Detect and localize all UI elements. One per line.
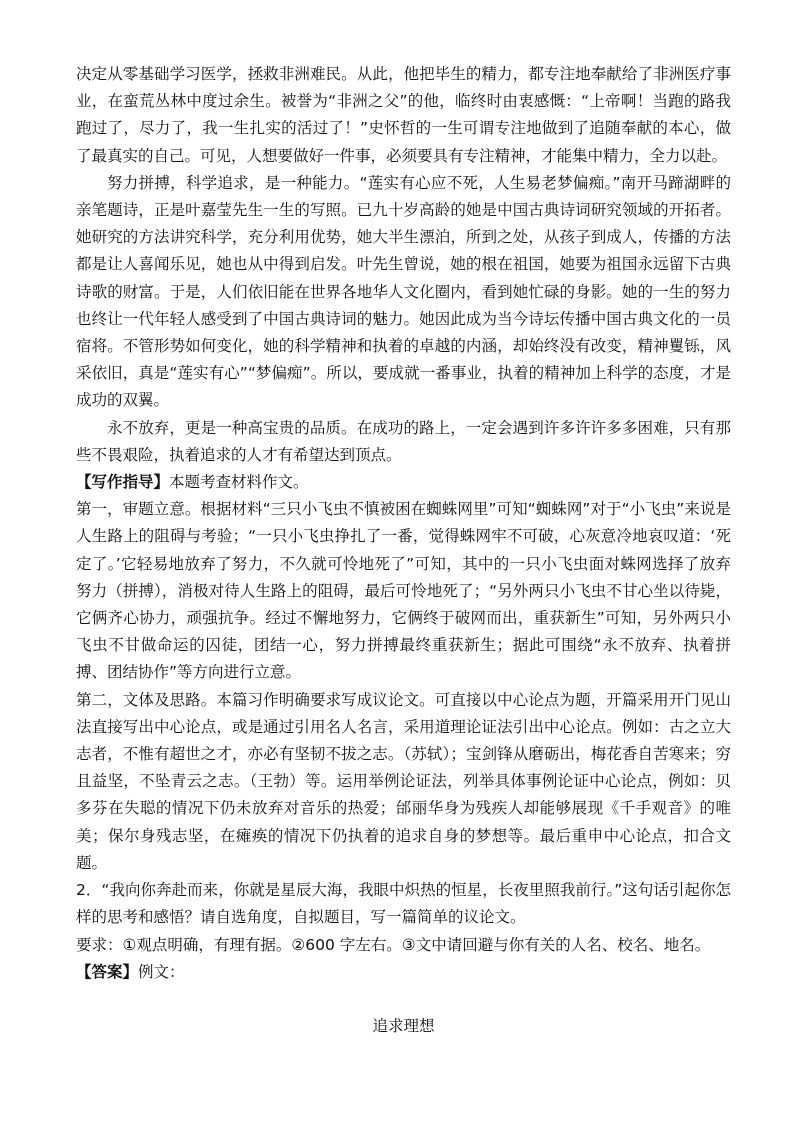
essay-title: 追求理想	[372, 1016, 435, 1035]
writing-guide	[76, 469, 731, 496]
writing-guide-tag: 【写作指导】	[76, 473, 170, 492]
answer-line	[76, 959, 731, 986]
paragraph-3: 永不放弃，更是一种高宝贵的品质。在成功的路上，一定会遇到许多许许多多困难，只有那些不畏艰险，执着追求的人才有希望达到顶点。	[76, 418, 731, 464]
paragraph-1: 决定从零基础学习医学，拯救非洲难民。从此，他把毕生的精力，都专注地奉献给了非洲医疗事业，在蛮荒丛林中度过余生。被誉为“非洲之父”的他，临终时由衷感慨：“上帝啊！当跑的路我跑过了，尽力了，我一生扎实的活过了！”史怀哲的一生可谓专注地做到了追随奉献的本心，做了最真实的自己。可见，人想要做好一件事，必须要具有专注精神，才能集中精力，全力以赴。	[76, 65, 731, 165]
paragraph-analysis-1: 第一，审题立意。根据材料“三只小飞虫不慎被困在蜘蛛网里”可知“蜘蛛网”对于“小飞虫”来说是人生路上的阻碍与考验；“一只小飞虫挣扎了一番，觉得蛛网牢不可破，心灰意冷地哀叹道：‘死定了。’它轻易地放弃了努力，不久就可怜地死了”可知，其中的一只小飞虫面对蛛网选择了放弃努力（拼搏），消极对待人生路上的阻碍，最后可怜地死了；“另外两只小飞虫不甘心坐以待毙，它俩齐心协力，顽强抗争。经过不懈地努力，它俩终于破网而出，重获新生”可知，另外两只小飞虫不甘做命运的囚徒，团结一心，努力拼搏最终重获新生；据此可围绕“永不放弃、执着拼搏、团结协作”等方向进行立意。	[76, 500, 731, 682]
answer-text: 例文：	[138, 962, 185, 981]
paragraph-analysis-2: 第二，文体及思路。本篇习作明确要求写成议论文。可直接以中心论点为题，开篇采用开门见山法直接写出中心论点，或是通过引用名人名言，采用道理论证法引出中心论点。例如：古之立大志者，不惟有超世之才，亦必有坚韧不拔之志。（苏轼）；宝剑锋从磨砺出，梅花香自苦寒来；穷且益坚，不坠青云之志。（王勃）等。运用举例论证法，列举具体事例论证中心论点，例如：贝多芬在失聪的情况下仍未放弃对音乐的热爱；邰丽华身为残疾人却能够展现《千手观音》的唯美；保尔身残志坚，在瘫痪的情况下仍执着的追求自身的梦想等。最后重申中心论点，扣合文题。	[76, 690, 731, 872]
answer-tag: 【答案】	[76, 962, 139, 981]
paragraph-2: 努力拼搏，科学追求，是一种能力。“莲实有心应不死，人生易老梦偏痴。”南开马蹄湖畔的亲笔题诗，正是叶嘉莹先生一生的写照。已九十岁高龄的她是中国古典诗词研究领域的开拓者。她研究的方法讲究科学，充分利用优势，她大半生漂泊，所到之处，从孩子到成人，传播的方法都是让人喜闻乐见，她也从中得到启发。叶先生曾说，她的根在祖国，她要为祖国永远留下古典诗歌的财富。于是，人们依旧能在世界各地华人文化圈内，看到她忙碌的身影。她的一生的努力也终让一代年轻人感受到了中国古典诗词的魅力。她因此成为当今诗坛传播中国古典文化的一员宿将。不管形势如何变化，她的科学精神和执着的卓越的内涵，却始终没有改变，精神矍铄，风采依旧，真是“莲实有心”“梦偏痴”。所以，要成就一番事业，执着的精神加上科学的态度，才是成功的双翼。	[76, 173, 731, 410]
question-2: 2．“我向你奔赴而来，你就是星辰大海，我眼中炽热的恒星，长夜里照我前行。”这句话引起你怎样的思考和感悟？请自选角度，自拟题目，写一篇简单的议论文。	[76, 881, 731, 927]
requirements: 要求：①观点明确，有理有据。②600 字左右。③文中请回避与你有关的人名、校名、地名。	[76, 935, 711, 954]
writing-guide-text: 本题考查材料作文。	[169, 473, 309, 492]
document-body	[76, 61, 731, 1040]
